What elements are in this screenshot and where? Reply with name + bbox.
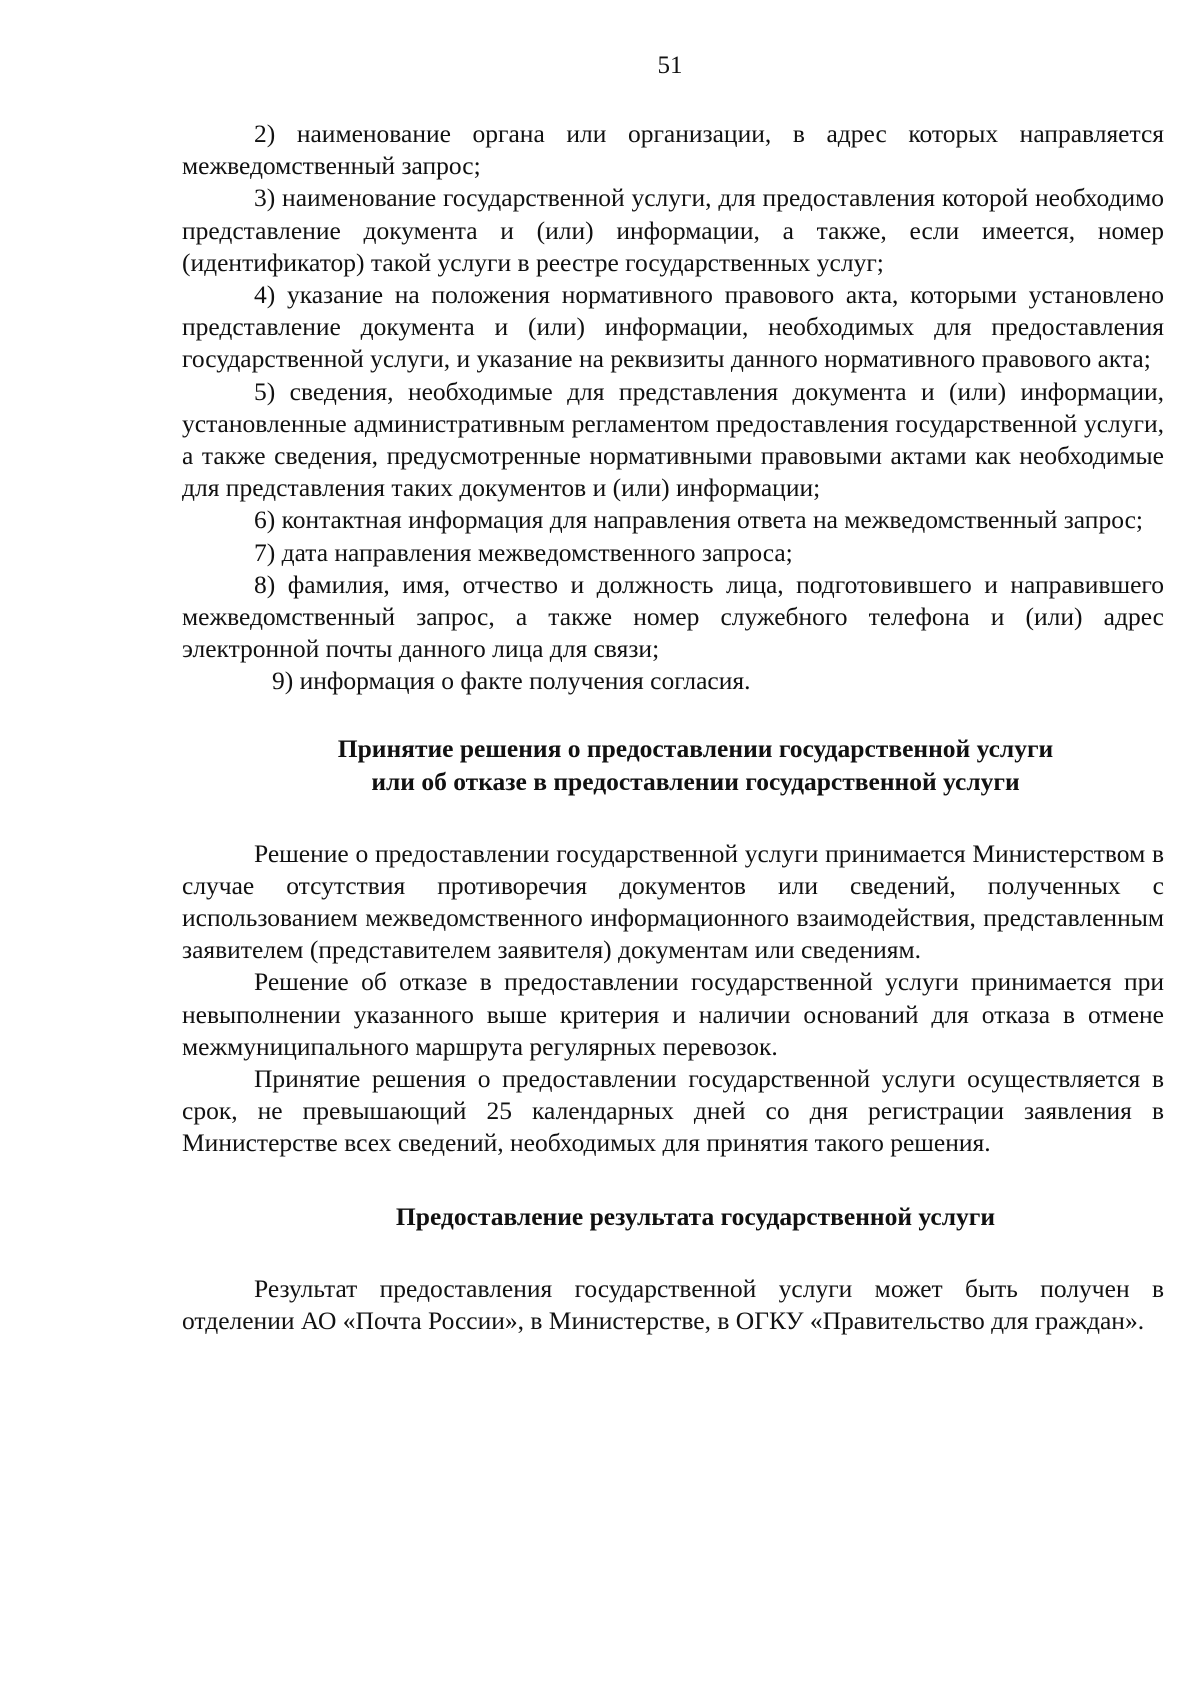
page-number: 51	[657, 52, 683, 79]
list-item: 4) указание на положения нормативного правового акта, которыми установлено представление документа и (или) информации, необходимых для предоставления государственной услуги, и указание на реквизиты данного нормативного правового акта;	[182, 280, 1164, 374]
paragraph: Принятие решения о предоставлении государственной услуги осуществляется в срок, не превышающий 25 календарных дней со дня регистрации заявления в Министерстве всех сведений, необходимых для принятия такого решения.	[182, 1064, 1164, 1158]
list-item: 3) наименование государственной услуги, для предоставления которой необходимо представление документа и (или) информации, а также, если имеется, номер (идентификатор) такой услуги в реестре государственных услуг;	[182, 183, 1164, 277]
paragraph: Решение об отказе в предоставлении государственной услуги принимается при невыполнении указанного выше критерия и наличии оснований для отказа в отмене межмуниципального маршрута регулярных перевозок.	[182, 967, 1164, 1061]
heading-line: или об отказе в предоставлении государственной услуги	[371, 766, 1020, 796]
list-item: 7) дата направления межведомственного запроса;	[254, 537, 793, 567]
list-item: 6) контактная информация для направления ответа на межведомственный запрос;	[254, 505, 1143, 535]
document-body	[182, 118, 1164, 1337]
section-heading-result: Предоставление результата государственной услуги	[395, 1201, 996, 1231]
section-heading-decision	[182, 732, 1164, 798]
paragraph: Решение о предоставлении государственной услуги принимается Министерством в случае отсутствия противоречия документов или сведений, полученных с использованием межведомственного информационного взаимодействия, представленным заявителем (представителем заявителя) документам или сведениям.	[182, 838, 1164, 965]
list-item: 8) фамилия, имя, отчество и должность лица, подготовившего и направившего межведомственный запрос, а также номер служебного телефона и (или) адрес электронной почты данного лица для связи;	[182, 569, 1164, 664]
list-item: 5) сведения, необходимые для представления документа и (или) информации, установленные административным регламентом предоставления государственной услуги, а также сведения, предусмотренные нормативными правовыми актами как необходимые для представления таких документов и (или) информации;	[182, 376, 1164, 503]
list-item: 9) информация о факте получения согласия.	[272, 666, 751, 696]
list-item: 2) наименование органа или организации, в адрес которых направляется межведомственный запрос;	[182, 119, 1164, 181]
heading-line: Принятие решения о предоставлении государственной услуги	[337, 733, 1054, 763]
paragraph: Результат предоставления государственной услуги может быть получен в отделении АО «Почта России», в Министерстве, в ОГКУ «Правительство для граждан».	[182, 1273, 1164, 1335]
